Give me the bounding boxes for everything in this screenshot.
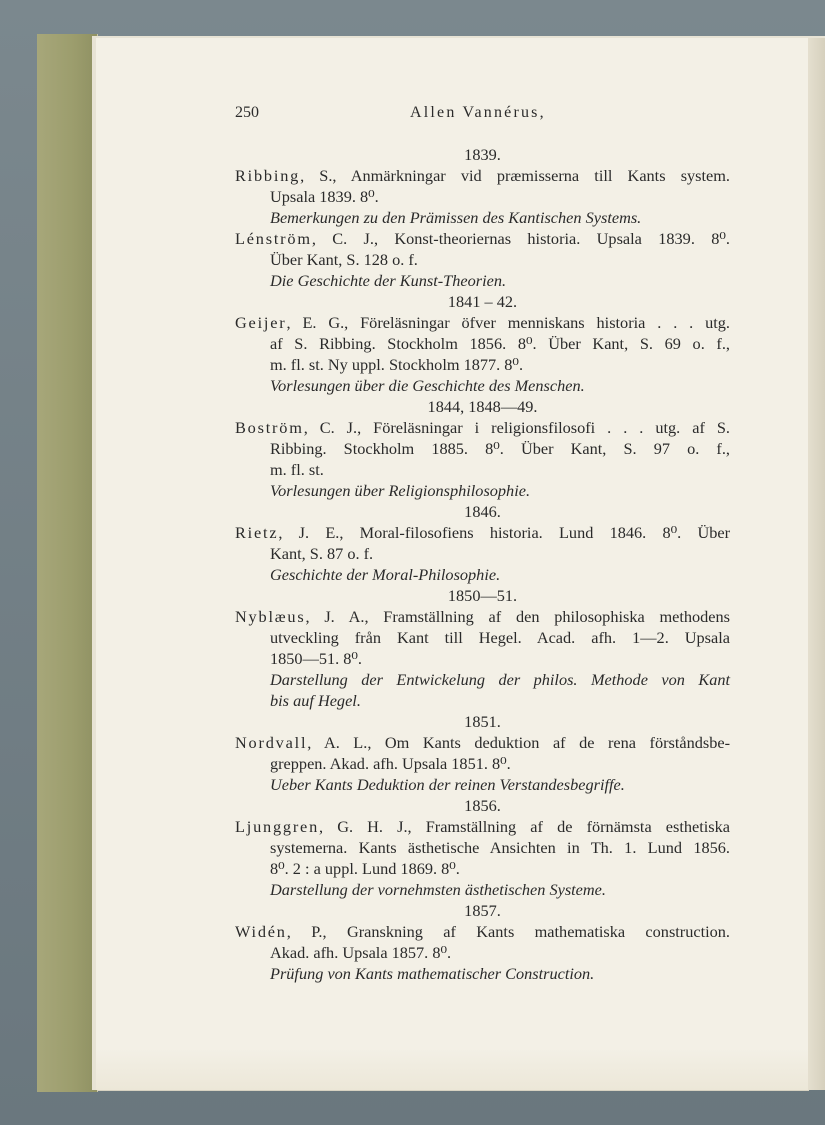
year-heading: 1856. xyxy=(464,796,501,815)
german-title: Die Geschichte der Kunst-Theorien. xyxy=(270,271,507,290)
running-head: Allen Vannérus, xyxy=(410,104,546,121)
author-name: Rietz xyxy=(235,523,279,542)
entry-line: af S. Ribbing. Stockholm 1856. 8⁰. Über Kant, S. 69 o. f., xyxy=(270,334,730,353)
entry-line: Ribbing. Stockholm 1885. 8⁰. Über Kant, S. 97 o. f., xyxy=(270,439,730,458)
entry-line: Akad. afh. Upsala 1857. 8⁰. xyxy=(270,943,452,962)
entry-line xyxy=(235,417,730,439)
entry-line: m. fl. st. Ny uppl. Stockholm 1877. 8⁰. xyxy=(270,355,524,374)
entry-line: Über Kant, S. 128 o. f. xyxy=(270,250,418,269)
page-edge xyxy=(808,38,825,1090)
entry-line xyxy=(235,606,730,628)
entry-text: , S., Anmärkningar vid præmisserna till Kants system. xyxy=(300,166,730,185)
german-title: Bemerkungen zu den Prämissen des Kantischen Systems. xyxy=(270,208,642,227)
author-name: Ribbing xyxy=(235,166,301,185)
year-heading: 1841 – 42. xyxy=(447,292,518,311)
author-name: Geijer xyxy=(235,313,287,332)
year-heading: 1850—51. xyxy=(447,586,518,605)
entry-line: greppen. Akad. afh. Upsala 1851. 8⁰. xyxy=(270,754,511,773)
german-title-continued: bis auf Hegel. xyxy=(270,691,361,710)
year-heading: 1846. xyxy=(464,502,501,521)
german-title: Darstellung der vornehmsten ästhetischen Systeme. xyxy=(270,880,606,899)
author-name: Nyblæus xyxy=(235,607,306,626)
german-title: Vorlesungen über die Geschichte des Menschen. xyxy=(270,376,585,395)
entry-line: Upsala 1839. 8⁰. xyxy=(270,187,379,206)
entry-text: , E. G., Föreläsningar öfver menniskans historia . . . utg. xyxy=(286,313,730,332)
entry-line: 1850—51. 8⁰. xyxy=(270,649,363,668)
entry-line xyxy=(235,732,730,754)
entry-line xyxy=(235,921,730,943)
author-name: Ljunggren xyxy=(235,817,320,836)
german-title: Prüfung von Kants mathematischer Construction. xyxy=(270,964,595,983)
author-name: Widén xyxy=(235,922,287,941)
german-title: Vorlesungen über Religionsphilosophie. xyxy=(270,481,531,500)
german-title: Ueber Kants Deduktion der reinen Verstandesbegriffe. xyxy=(270,775,625,794)
entry-line xyxy=(235,165,730,187)
entry-text: , C. J., Konst-theoriernas historia. Upsala 1839. 8⁰. xyxy=(311,229,730,248)
entry-text: , C. J., Föreläsningar i religionsfilosofi . . . utg. af S. xyxy=(303,418,730,437)
entry-line: Kant, S. 87 o. f. xyxy=(270,544,374,563)
entry-text: , A. L., Om Kants deduktion af de rena förståndsbe- xyxy=(307,733,730,752)
page-number: 250 xyxy=(235,104,259,121)
author-name: Boström xyxy=(235,418,304,437)
year-heading: 1839. xyxy=(464,145,501,164)
german-title: Darstellung der Entwickelung der philos. Methode von Kant xyxy=(270,670,730,689)
entry-line: systemerna. Kants ästhetische Ansichten in Th. 1. Lund 1856. xyxy=(270,838,730,857)
entry-line xyxy=(235,312,730,334)
entry-text: , P., Granskning af Kants mathematiska construction. xyxy=(286,922,730,941)
author-name: Lénström xyxy=(235,229,312,248)
entry-line: 8⁰. 2 : a uppl. Lund 1869. 8⁰. xyxy=(270,859,460,878)
year-heading: 1857. xyxy=(464,901,501,920)
german-title: Geschichte der Moral-Philosophie. xyxy=(270,565,501,584)
entry-line: utveckling från Kant till Hegel. Acad. afh. 1—2. Upsala xyxy=(270,628,730,647)
entry-text: , G. H. J., Framställning af de förnämsta esthetiska xyxy=(319,817,730,836)
entry-line: m. fl. st. xyxy=(270,460,324,479)
page-bottom-shade xyxy=(96,1048,808,1090)
entry-line xyxy=(235,522,730,544)
entry-text: , J. A., Framställning af den philosophiska methodens xyxy=(305,607,730,626)
binding-spine xyxy=(37,34,98,1092)
entry-line xyxy=(235,816,730,838)
year-heading: 1844, 1848—49. xyxy=(427,397,538,416)
author-name: Nordvall xyxy=(235,733,308,752)
entry-text: , J. E., Moral-filosofiens historia. Lund 1846. 8⁰. Über xyxy=(278,523,730,542)
entry-line xyxy=(235,228,730,250)
year-heading: 1851. xyxy=(464,712,501,731)
